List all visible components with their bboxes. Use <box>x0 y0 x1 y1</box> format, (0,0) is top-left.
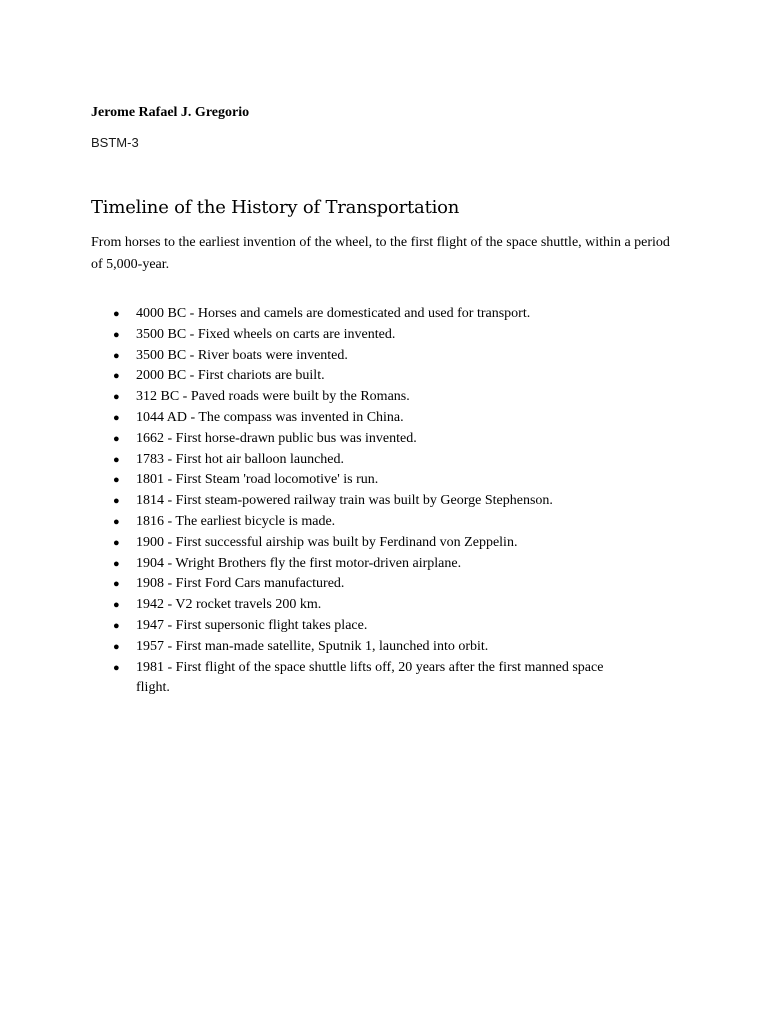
bullet-icon: ● <box>113 578 120 591</box>
timeline-entry-text: 1662 - First horse-drawn public bus was invented. <box>136 430 417 446</box>
list-item <box>0 533 768 554</box>
list-item <box>0 387 768 408</box>
course-code: BSTM-3 <box>91 135 139 150</box>
timeline-entry-text: 1957 - First man-made satellite, Sputnik 1, launched into orbit. <box>136 638 489 654</box>
bullet-icon: ● <box>113 495 120 508</box>
timeline-entry-text: 1816 - The earliest bicycle is made. <box>136 513 336 529</box>
timeline-entry-text: 1942 - V2 rocket travels 200 km. <box>136 597 322 613</box>
list-item <box>0 616 768 637</box>
timeline-entry-text: 312 BC - Paved roads were built by the Romans. <box>136 389 410 405</box>
timeline-entry-text: 3500 BC - River boats were invented. <box>136 347 348 363</box>
list-item <box>0 325 768 346</box>
list-item <box>0 304 768 325</box>
list-item <box>0 429 768 450</box>
bullet-icon: ● <box>113 391 120 404</box>
list-item <box>0 595 768 616</box>
bullet-icon: ● <box>113 328 120 341</box>
list-item <box>0 491 768 512</box>
bullet-icon: ● <box>113 557 120 570</box>
bullet-icon: ● <box>113 536 120 549</box>
bullet-icon: ● <box>113 349 120 362</box>
timeline-entry-text: 1044 AD - The compass was invented in China. <box>136 409 404 425</box>
bullet-icon: ● <box>113 432 120 445</box>
bullet-icon: ● <box>113 411 120 424</box>
timeline-entry-text: 3500 BC - Fixed wheels on carts are invented. <box>136 326 396 342</box>
bullet-icon: ● <box>113 661 120 674</box>
list-item <box>0 658 768 700</box>
bullet-icon: ● <box>113 474 120 487</box>
timeline-entry-text: 1801 - First Steam 'road locomotive' is run. <box>136 472 379 488</box>
intro-paragraph: From horses to the earliest invention of the wheel, to the first flight of the space shuttle, within a period of 5,000-year. <box>91 235 670 272</box>
bullet-icon: ● <box>113 308 120 320</box>
list-item <box>0 450 768 471</box>
list-item <box>0 574 768 595</box>
list-item <box>0 366 768 387</box>
timeline-entry-text: 1814 - First steam-powered railway train was built by George Stephenson. <box>136 493 553 509</box>
timeline-entry-text: 1908 - First Ford Cars manufactured. <box>136 576 345 592</box>
timeline-entry-text: 1981 - First flight of the space shuttle lifts off, 20 years after the first manned space flight. <box>136 659 604 696</box>
timeline-entry-text: 1947 - First supersonic flight takes place. <box>136 617 368 633</box>
bullet-icon: ● <box>113 619 120 632</box>
bullet-icon: ● <box>113 370 120 383</box>
list-item <box>0 637 768 658</box>
list-item <box>0 554 768 575</box>
timeline-entry-text: 1900 - First successful airship was built by Ferdinand von Zeppelin. <box>136 534 518 550</box>
document-title: Timeline of the History of Transportation <box>91 197 460 218</box>
author-name: Jerome Rafael J. Gregorio <box>91 105 250 120</box>
bullet-icon: ● <box>113 515 120 528</box>
timeline-entry-text: 1904 - Wright Brothers fly the first motor-driven airplane. <box>136 555 462 571</box>
list-item <box>0 512 768 533</box>
timeline-entry-text: 1783 - First hot air balloon launched. <box>136 451 345 467</box>
bullet-icon: ● <box>113 453 120 466</box>
timeline-list <box>0 304 768 699</box>
bullet-icon: ● <box>113 599 120 612</box>
timeline-entry-text: 2000 BC - First chariots are built. <box>136 368 325 384</box>
bullet-icon: ● <box>113 640 120 653</box>
list-item <box>0 470 768 491</box>
list-item <box>0 346 768 367</box>
timeline-entry-text: 4000 BC - Horses and camels are domesticated and used for transport. <box>136 306 531 321</box>
list-item <box>0 408 768 429</box>
